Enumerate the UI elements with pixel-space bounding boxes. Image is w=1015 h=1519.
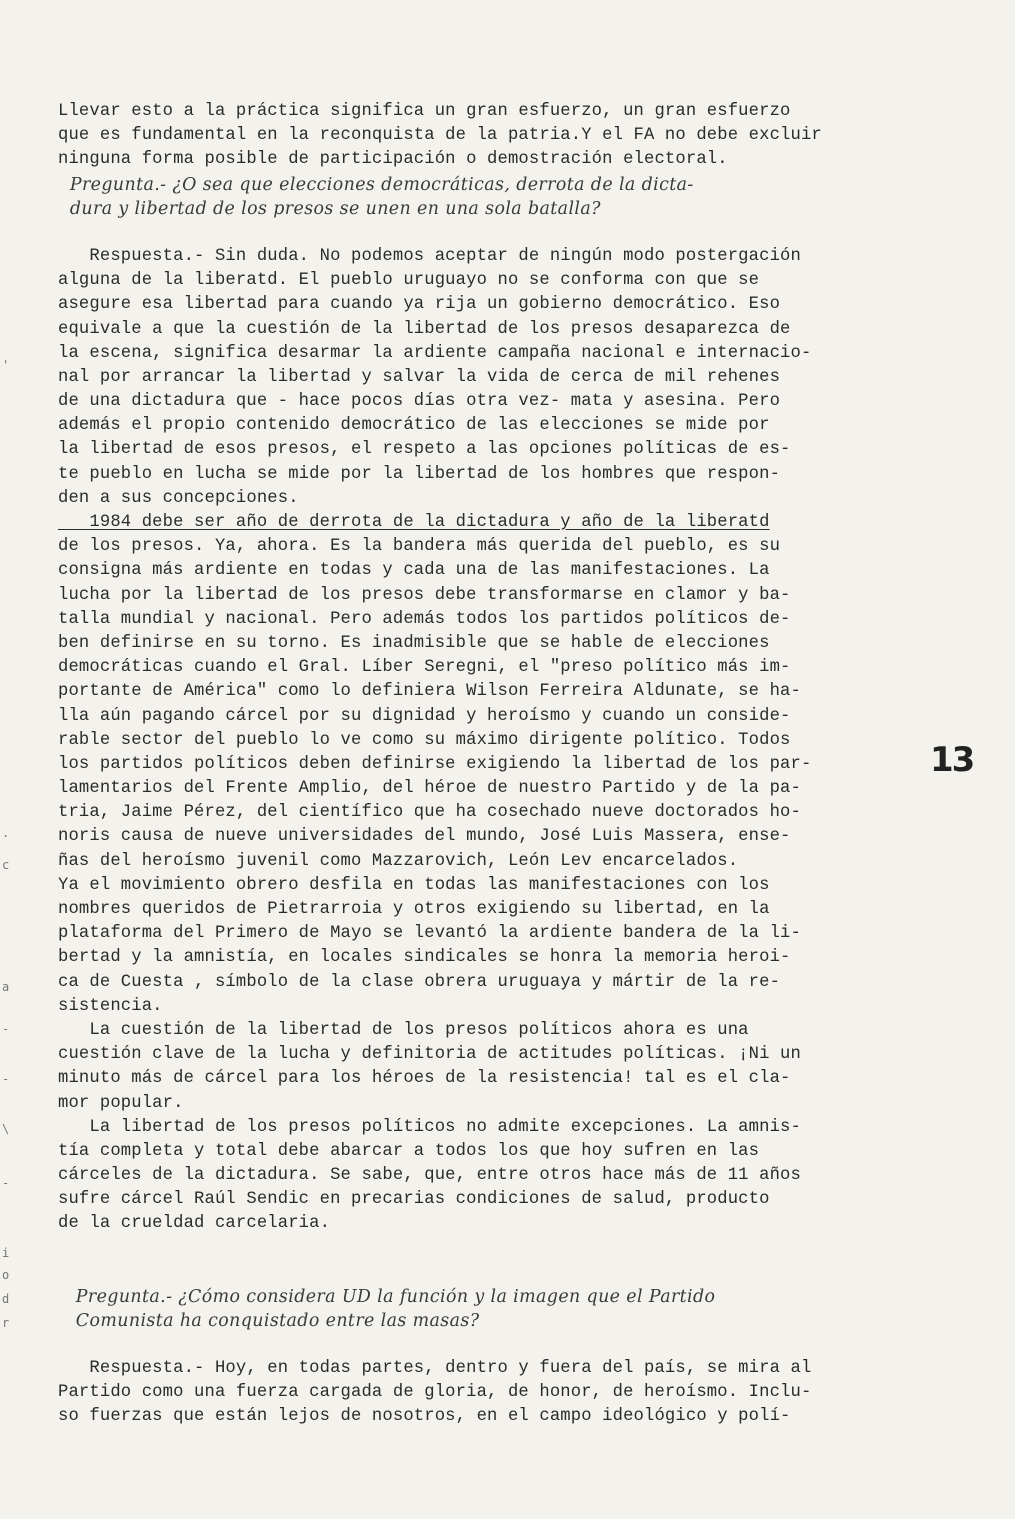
margin-mark: . [2,826,10,840]
text-line: minuto más de cárcel para los héroes de la resistencia! tal es el cla- [58,1069,791,1089]
text-line: sufre cárcel Raúl Sendic en precarias condiciones de salud, producto [58,1190,770,1210]
text-line: portante de América" como lo definiera Wilson Ferreira Aldunate, se ha- [58,682,801,702]
underlined-line: 1984 debe ser año de derrota de la dictadura y año de la liberatd [58,513,770,532]
text-line: Respuesta.- Hoy, en todas partes, dentro y fuera del país, se mira al [58,1359,812,1378]
text-line: Llevar esto a la práctica significa un gran esfuerzo, un gran esfuerzo [58,102,791,121]
text-line: cárceles de la dictadura. Se sabe, que, entre otros hace más de 11 años [58,1166,801,1186]
text-line: ninguna forma posible de participación o demostración electoral. [58,150,728,170]
text-line: alguna de la liberatd. El pueblo uruguayo no se conforma con que se [58,271,760,291]
text-line: los partidos políticos deben definirse exigiendo la libertad de los par- [58,754,812,774]
paragraph [58,1116,938,1237]
text-line: consigna más ardiente en todas y cada una de las manifestaciones. La [58,561,770,581]
margin-mark: ' [2,358,10,372]
text-line: lucha por la libertad de los presos debe transformarse en clamor y ba- [58,585,791,605]
text-line: so fuerzas que están lejos de nosotros, en el campo ideológico y polí- [58,1407,791,1427]
question-line: dura y libertad de los presos se unen en una sola batalla? [58,198,601,219]
text-line: Partido como una fuerza cargada de gloria, de honor, de heroísmo. Inclu- [58,1383,812,1403]
text-line: Ya el movimiento obrero desfila en todas las manifestaciones con los [58,875,770,895]
margin-mark: - [2,1022,10,1036]
document-body [58,100,938,1430]
margin-mark: c [2,858,10,872]
margin-mark: - [2,1176,10,1190]
margin-mark: r [2,1316,10,1330]
text-line: lla aún pagando cárcel por su dignidad y heroísmo y cuando un conside- [58,706,791,726]
margin-mark: d [2,1292,10,1306]
text-line: sistencia. [58,996,163,1016]
question-line: Comunista ha conquistado entre las masas? [58,1310,480,1331]
text-line: de una dictadura que - hace pocos días otra vez- mata y asesina. Pero [58,392,781,412]
text-line: talla mundial y nacional. Pero además todos los partidos políticos de- [58,609,791,629]
question-line: Pregunta.- ¿Cómo considera UD la función y la imagen que el Partido [58,1286,716,1307]
margin-mark: \ [2,1122,10,1136]
text-line: ñas del heroísmo juvenil como Mazzarovich, León Lev encarcelados. [58,851,739,871]
text-line: además el propio contenido democrático de las elecciones se mide por [58,416,770,436]
text-line: nal por arrancar la libertad y salvar la vida de cerca de mil rehenes [58,367,781,387]
text-line: equivale a que la cuestión de la libertad de los presos desaparezca de [58,319,791,339]
text-line: plataforma del Primero de Mayo se levantó la ardiente bandera de la li- [58,924,801,944]
text-line: bertad y la amnistía, en locales sindicales se honra la memoria heroi- [58,948,791,968]
interview-question [58,173,938,221]
interview-answer [58,1357,938,1430]
paragraph [58,1019,938,1116]
text-line: La cuestión de la libertad de los presos políticos ahora es una [58,1020,749,1040]
page-number: 13 [930,740,974,780]
text-line: la libertad de esos presos, el respeto a las opciones políticas de es- [58,440,791,460]
text-line: ben definirse en su torno. Es inadmisible que se hable de elecciones [58,633,770,653]
text-line: rable sector del pueblo lo ve como su máximo dirigente político. Todos [58,730,791,750]
text-line: tía completa y total debe abarcar a todos los que hoy sufren en las [58,1141,760,1161]
text-line: nombres queridos de Pietrarroia y otros exigiendo su libertad, en la [58,900,770,919]
text-line: Respuesta.- Sin duda. No podemos aceptar de ningún modo postergación [58,246,801,266]
text-line: lamentarios del Frente Amplio, del héroe de nuestro Partido y de la pa- [58,779,801,799]
text-line: cuestión clave de la lucha y definitoria de actitudes políticas. ¡Ni un [58,1045,801,1065]
paragraph [58,100,938,173]
text-line: la escena, significa desarmar la ardiente campaña nacional e internacio- [58,343,812,363]
interview-question [58,1285,938,1333]
text-line: de los presos. Ya, ahora. Es la bandera más querida del pueblo, es su [58,537,781,557]
text-line: mor popular. [58,1093,184,1113]
text-line: de la crueldad carcelaria. [58,1214,331,1234]
text-line: ca de Cuesta , símbolo de la clase obrera uruguaya y mártir de la re- [58,972,781,992]
text-line: asegure esa libertad para cuando ya rija un gobierno democrático. Eso [58,295,781,315]
text-line: te pueblo en lucha se mide por la libertad de los hombres que respon- [58,464,781,484]
text-line: noris causa de nueve universidades del mundo, José Luis Massera, ense- [58,827,791,847]
paragraph [58,511,938,1019]
margin-mark: i [2,1246,10,1260]
text-line: democráticas cuando el Gral. Líber Seregni, el "preso político más im- [58,658,791,678]
text-line: tria, Jaime Pérez, del científico que ha cosechado nueve doctorados ho- [58,803,801,823]
text-line: den a sus concepciones. [58,488,299,508]
text-line: La libertad de los presos políticos no admite excepciones. La amnis- [58,1117,801,1137]
text-line: que es fundamental en la reconquista de la patria.Y el FA no debe excluir [58,126,822,146]
question-line: Pregunta.- ¿O sea que elecciones democráticas, derrota de la dicta- [58,174,694,195]
margin-mark: - [2,1072,10,1086]
interview-answer [58,245,938,511]
margin-mark: o [2,1268,10,1282]
margin-mark: a [2,980,10,994]
